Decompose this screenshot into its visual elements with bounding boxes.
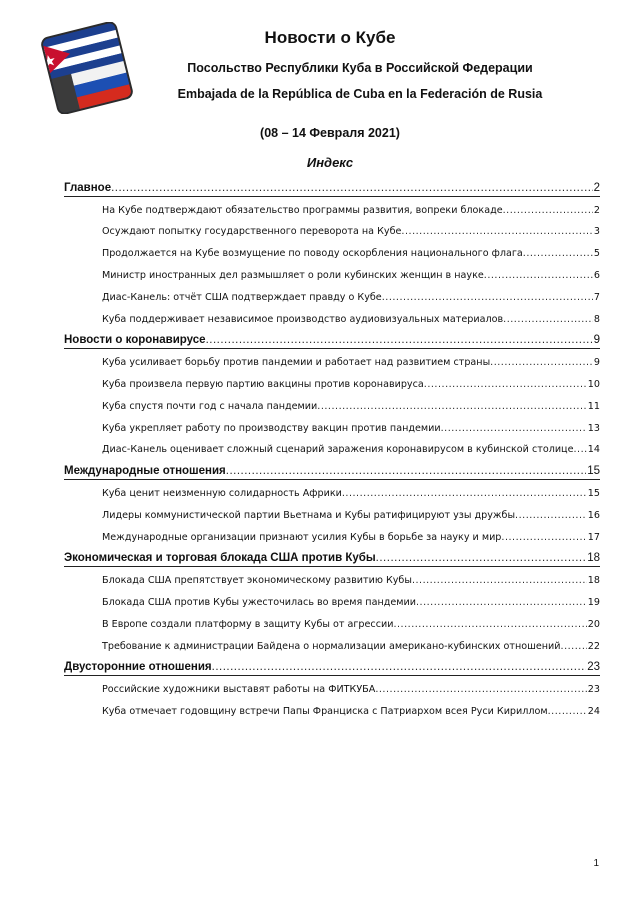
toc-item-title: Куба спустя почти год с начала пандемии <box>102 400 318 412</box>
toc-page-number: 3 <box>593 226 600 238</box>
dot-leader <box>401 226 592 237</box>
dot-leader <box>212 661 587 673</box>
toc-item-entry[interactable] <box>64 695 600 717</box>
toc-section-entry[interactable] <box>64 455 600 477</box>
toc-page-number: 7 <box>593 291 600 303</box>
toc-page-number: 19 <box>587 596 600 608</box>
toc-item-title: Куба произвела первую партию вакцины против коронавируса <box>102 378 424 390</box>
toc-item-entry[interactable] <box>64 368 600 390</box>
toc-item-title: Осуждают попытку государственного переворота на Кубе <box>102 226 402 238</box>
dot-leader <box>501 532 586 543</box>
dot-leader <box>561 641 587 652</box>
dot-leader <box>382 292 593 303</box>
toc-item-entry[interactable] <box>64 194 600 216</box>
dot-leader <box>515 510 587 521</box>
toc-item-entry[interactable] <box>64 390 600 412</box>
toc-section-entry[interactable] <box>64 652 600 674</box>
toc-item-title: Международные организации признают усилия Кубы в борьбе за науку и мир <box>102 531 502 543</box>
toc-item-title: Куба отмечает годовщину встречи Папы Франциска с Патриархом всея Руси Кириллом <box>102 705 548 717</box>
dot-leader <box>317 401 587 412</box>
toc-item-title: В Европе создали платформу в защиту Кубы от агрессии <box>102 618 394 630</box>
page-number: 1 <box>593 858 599 869</box>
toc-page-number: 18 <box>587 575 600 587</box>
toc-item-entry[interactable] <box>64 630 600 652</box>
toc-item-title: Блокада США препятствует экономическому развитию Кубы <box>102 575 412 587</box>
toc-page-number: 23 <box>587 661 600 674</box>
toc-page-number: 2 <box>593 204 600 216</box>
embassy-name-russian: Посольство Республики Куба в Российской Федерации <box>187 61 533 75</box>
toc-item-entry[interactable] <box>64 216 600 238</box>
toc-item-entry[interactable] <box>64 412 600 434</box>
toc-page-number: 15 <box>587 465 600 478</box>
toc-item-entry[interactable] <box>64 608 600 630</box>
toc-page-number: 22 <box>587 640 600 652</box>
toc-item-title: Требование к администрации Байдена о нормализации американо-кубинских отношений <box>102 640 561 652</box>
toc-item-title: Блокада США против Кубы ужесточилась во время пандемии <box>102 596 416 608</box>
toc-section-title: Двусторонние отношения <box>64 661 212 674</box>
toc-page-number: 15 <box>587 487 600 499</box>
index-heading: Индекс <box>306 155 354 170</box>
dot-leader <box>226 465 586 477</box>
toc-item-entry[interactable] <box>64 237 600 259</box>
date-range: (08 – 14 Февраля 2021) <box>260 126 400 140</box>
toc-page-number: 9 <box>593 357 600 369</box>
dot-leader <box>441 423 587 434</box>
toc-item-title: Куба поддерживает независимое производство аудиовизуальных материалов <box>102 313 504 325</box>
toc-section-entry[interactable] <box>64 172 600 194</box>
toc-item-title: Диас-Канель: отчёт США подтверждает правду о Кубе <box>102 291 382 303</box>
dot-leader <box>574 444 587 455</box>
toc-item-entry[interactable] <box>64 673 600 695</box>
toc-section-entry[interactable] <box>64 325 600 347</box>
toc-page-number: 10 <box>587 378 600 390</box>
dot-leader <box>393 619 586 630</box>
document-title: Новости о Кубе <box>264 28 396 47</box>
dot-leader <box>490 357 593 368</box>
toc-item-title: Лидеры коммунистической партии Вьетнама и Кубы ратифицируют узы дружбы <box>102 509 516 521</box>
toc-page-number: 24 <box>587 705 600 717</box>
toc-page-number: 11 <box>587 400 600 412</box>
cuba-russia-flag-icon <box>40 22 134 114</box>
toc-item-entry[interactable] <box>64 259 600 281</box>
toc-section-title: Главное <box>64 181 112 194</box>
toc-page-number: 14 <box>587 444 600 456</box>
dot-leader <box>548 706 587 717</box>
toc-section-title: Экономическая и торговая блокада США против Кубы <box>64 552 376 565</box>
toc-page-number: 6 <box>593 269 600 281</box>
toc-item-title: Российские художники выставят работы на ФИТКУБА <box>102 684 376 696</box>
toc-section-entry[interactable] <box>64 543 600 565</box>
toc-item-entry[interactable] <box>64 586 600 608</box>
toc-page-number: 2 <box>593 181 600 194</box>
toc-page-number: 18 <box>587 552 600 565</box>
toc-page-number: 16 <box>587 509 600 521</box>
toc-page-number: 20 <box>587 618 600 630</box>
toc-item-title: Продолжается на Кубе возмущение по поводу оскорбления национального флага <box>102 248 523 260</box>
toc-item-title: Министр иностранных дел размышляет о роли кубинских женщин в науке <box>102 269 484 281</box>
dot-leader <box>503 314 593 325</box>
table-of-contents <box>64 172 600 717</box>
toc-page-number: 17 <box>587 531 600 543</box>
dot-leader <box>111 182 593 194</box>
toc-page-number: 23 <box>587 684 600 696</box>
toc-page-number: 8 <box>593 313 600 325</box>
dot-leader <box>484 270 593 281</box>
toc-item-entry[interactable] <box>64 434 600 456</box>
toc-item-entry[interactable] <box>64 521 600 543</box>
toc-page-number: 9 <box>593 334 600 347</box>
dot-leader <box>375 684 586 695</box>
embassy-name-spanish: Embajada de la República de Cuba en la Federación de Rusia <box>177 87 543 101</box>
toc-item-title: Куба укрепляет работу по производству вакцин против пандемии <box>102 422 441 434</box>
toc-item-title: Куба ценит неизменную солидарность Африки <box>102 487 342 499</box>
toc-section-title: Новости о коронавирусе <box>64 334 206 347</box>
toc-item-title: На Кубе подтверждают обязательство программы развития, вопреки блокаде <box>102 204 503 216</box>
toc-page-number: 5 <box>593 248 600 260</box>
toc-item-title: Диас-Канель оценивает сложный сценарий заражения коронавирусом в кубинской столице <box>102 444 574 456</box>
dot-leader <box>206 334 593 346</box>
toc-item-entry[interactable] <box>64 477 600 499</box>
dot-leader <box>376 552 587 564</box>
toc-page-number: 13 <box>587 422 600 434</box>
dot-leader <box>424 379 587 390</box>
dot-leader <box>342 488 587 499</box>
toc-item-entry[interactable] <box>64 303 600 325</box>
dot-leader <box>416 597 587 608</box>
toc-item-title: Куба усиливает борьбу против пандемии и работает над развитием страны <box>102 357 491 369</box>
dot-leader <box>523 248 593 259</box>
toc-item-entry[interactable] <box>64 499 600 521</box>
toc-section-title: Международные отношения <box>64 465 226 478</box>
toc-item-entry[interactable] <box>64 281 600 303</box>
toc-item-entry[interactable] <box>64 564 600 586</box>
dot-leader <box>503 205 593 216</box>
dot-leader <box>412 575 587 586</box>
toc-item-entry[interactable] <box>64 346 600 368</box>
